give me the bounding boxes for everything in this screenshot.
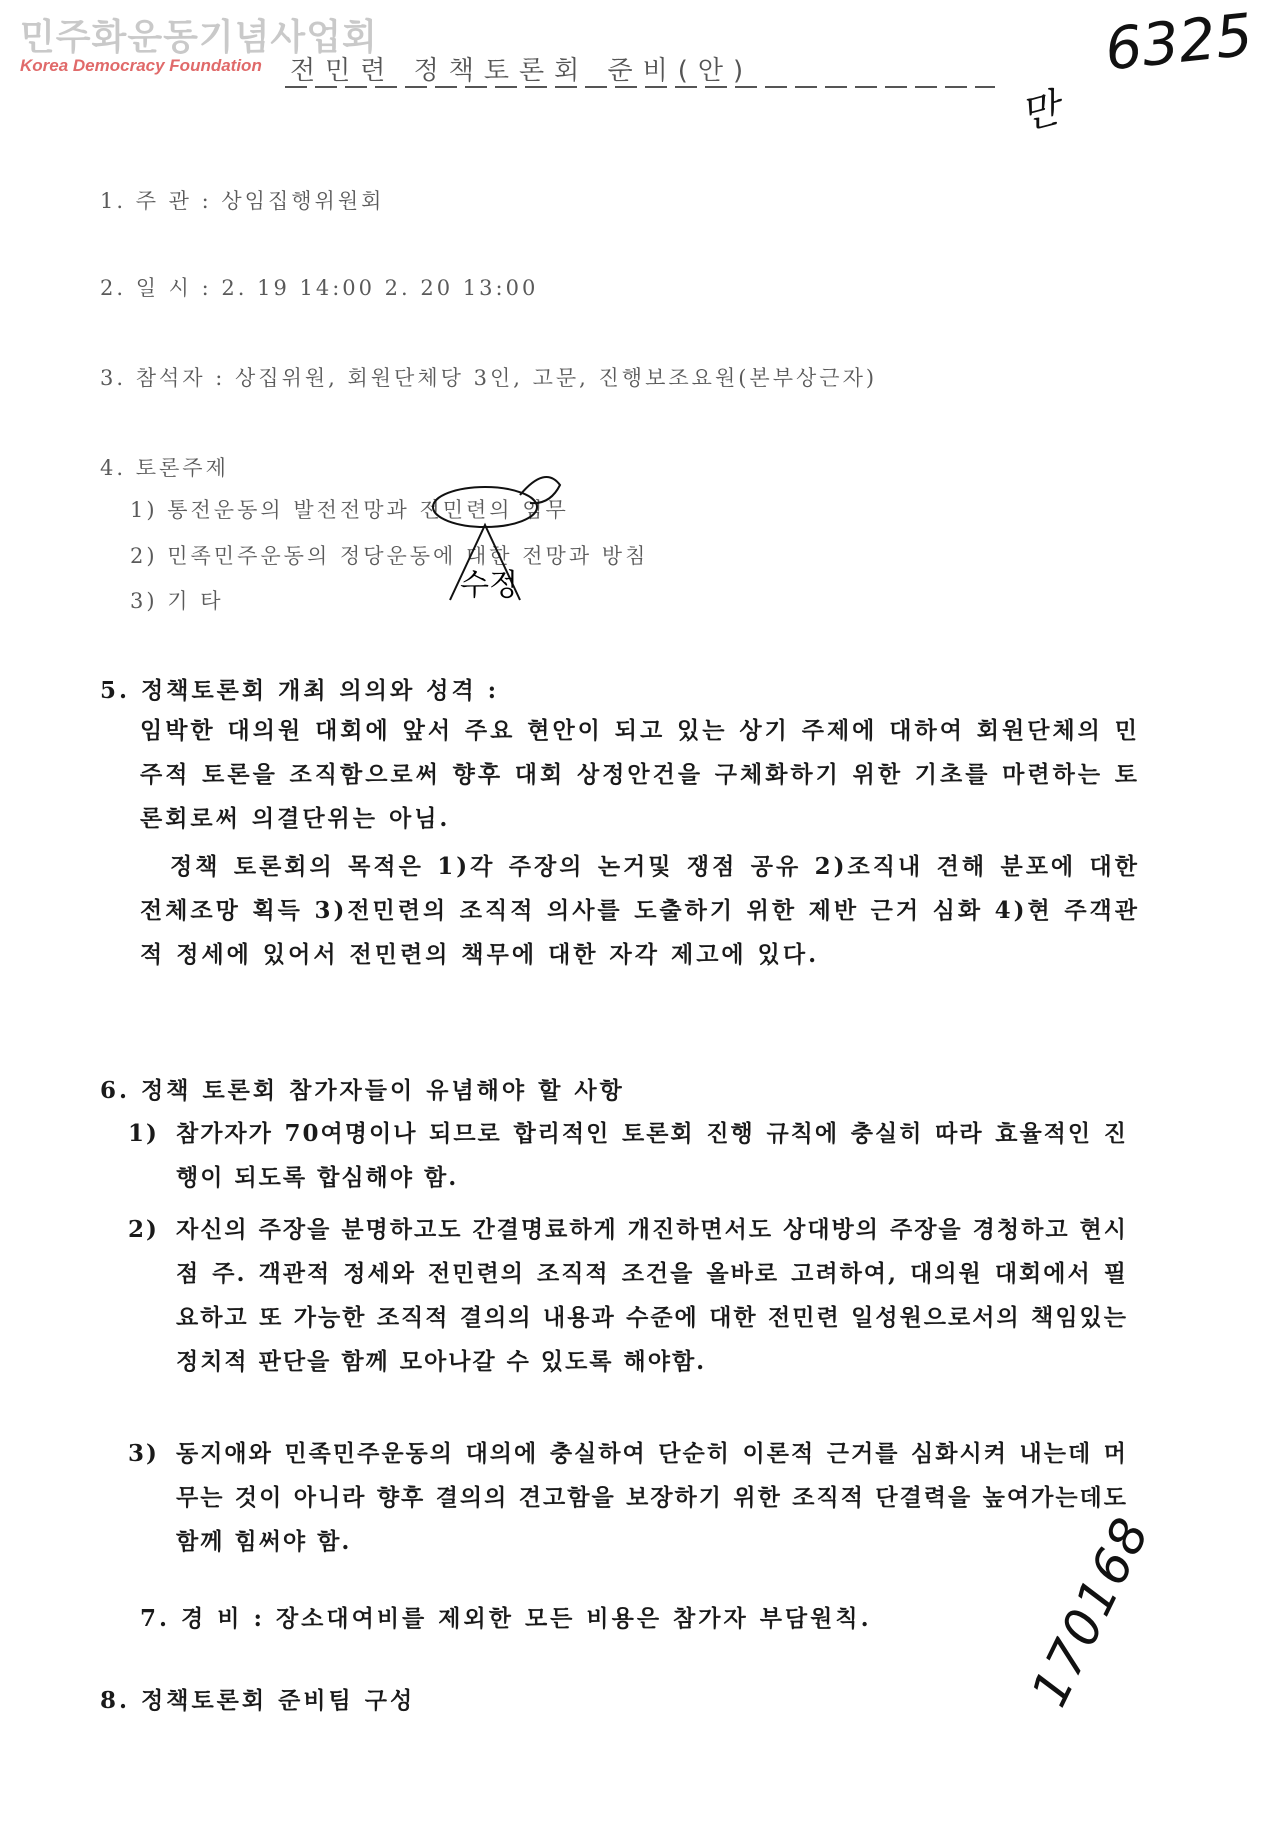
handwritten-scribble xyxy=(430,465,580,615)
topic-item-1: 1) 통전운동의 발전전망과 전민련의 임무 xyxy=(130,498,569,522)
scribble-text: 수정 xyxy=(460,568,518,603)
guideline-number: 3) xyxy=(128,1440,159,1467)
section-8-prep-team: 8. 정책토론회 준비팀 구성 xyxy=(100,1687,416,1714)
section-1-organizer: 1. 주 관 : 상임집행위원회 xyxy=(100,189,385,213)
section-4-title: 4. 토론주제 xyxy=(100,456,229,480)
section-5-paragraph-2: 정책 토론회의 목적은 1)각 주장의 논거및 쟁점 공유 2)조직내 견해 분포에 대한 전체조망 획득 3)전민련의 조직적 의사를 도출하기 위한 제반 근거 심화 4)현 주객관적 정세에 있어서 전민련의 책무에 대한 자각 제고에 있다. xyxy=(140,853,1140,968)
topic-item-2: 2) 민족민주운동의 정당운동에 대한 전망과 방침 xyxy=(130,544,649,568)
section-6-title: 6. 정책 토론회 참가자들이 유념해야 할 사항 xyxy=(100,1077,625,1104)
watermark-english: Korea Democracy Foundation xyxy=(20,56,262,75)
document-title: 전민련 정책토론회 준비(안) xyxy=(290,56,754,86)
handwritten-archive-number: 6325 xyxy=(1101,0,1256,84)
handwritten-mark: 만 xyxy=(1015,84,1065,139)
guideline-item-1 xyxy=(128,1112,1128,1200)
title-underline xyxy=(285,86,995,88)
guideline-number: 1) xyxy=(128,1120,159,1147)
guideline-number: 2) xyxy=(128,1216,159,1243)
guideline-text: 자신의 주장을 분명하고도 간결명료하게 개진하면서도 상대방의 주장을 경청하고 현시점 주. 객관적 정세와 전민련의 조직적 조건을 올바로 고려하여, 대의원 대회에서 필요하고 또 가능한 조직적 결의의 내용과 수준에 대한 전민련 일성원으로서의 책임있는 정치적 판단을 함께 모아나갈 수 있도록 해야함. xyxy=(176,1216,1128,1375)
topic-item-3: 3) 기 타 xyxy=(130,589,224,613)
handwritten-bottom-number: 170168 xyxy=(1020,1507,1162,1716)
guideline-text: 참가자가 70여명이나 되므로 합리적인 토론회 진행 규칙에 충실히 따라 효율적인 진행이 되도록 합심해야 함. xyxy=(176,1120,1128,1191)
section-2-schedule: 2. 일 시 : 2. 19 14:00 2. 20 13:00 xyxy=(100,276,539,300)
section-5-spacer xyxy=(570,665,1140,709)
watermark-korean: 민주화운동기념사업회 xyxy=(20,17,378,58)
section-5-heading: 5. 정책토론회 개최 의의와 성격 : xyxy=(100,677,500,704)
guideline-text: 동지애와 민족민주운동의 대의에 충실하여 단순히 이론적 근거를 심화시켜 내는데 머무는 것이 아니라 향후 결의의 견고함을 보장하기 위한 조직적 단결력을 높여가는데도 함께 힘써야 함. xyxy=(176,1440,1128,1555)
guideline-item-2 xyxy=(128,1208,1128,1384)
section-5-paragraph-1: 임박한 대의원 대회에 앞서 주요 현안이 되고 있는 상기 주제에 대하여 회원단체의 민주적 토론을 조직함으로써 향후 대회 상정안건을 구체화하기 위한 기초를 마련하는 토론회로써 의결단위는 아님. xyxy=(140,717,1140,832)
guideline-item-3 xyxy=(128,1432,1128,1564)
section-7-expenses: 7. 경 비 : 장소대여비를 제외한 모든 비용은 참가자 부담원칙. xyxy=(140,1605,872,1632)
section-3-attendees: 3. 참석자 : 상집위원, 회원단체당 3인, 고문, 진행보조요원(본부상근자) xyxy=(100,366,878,390)
